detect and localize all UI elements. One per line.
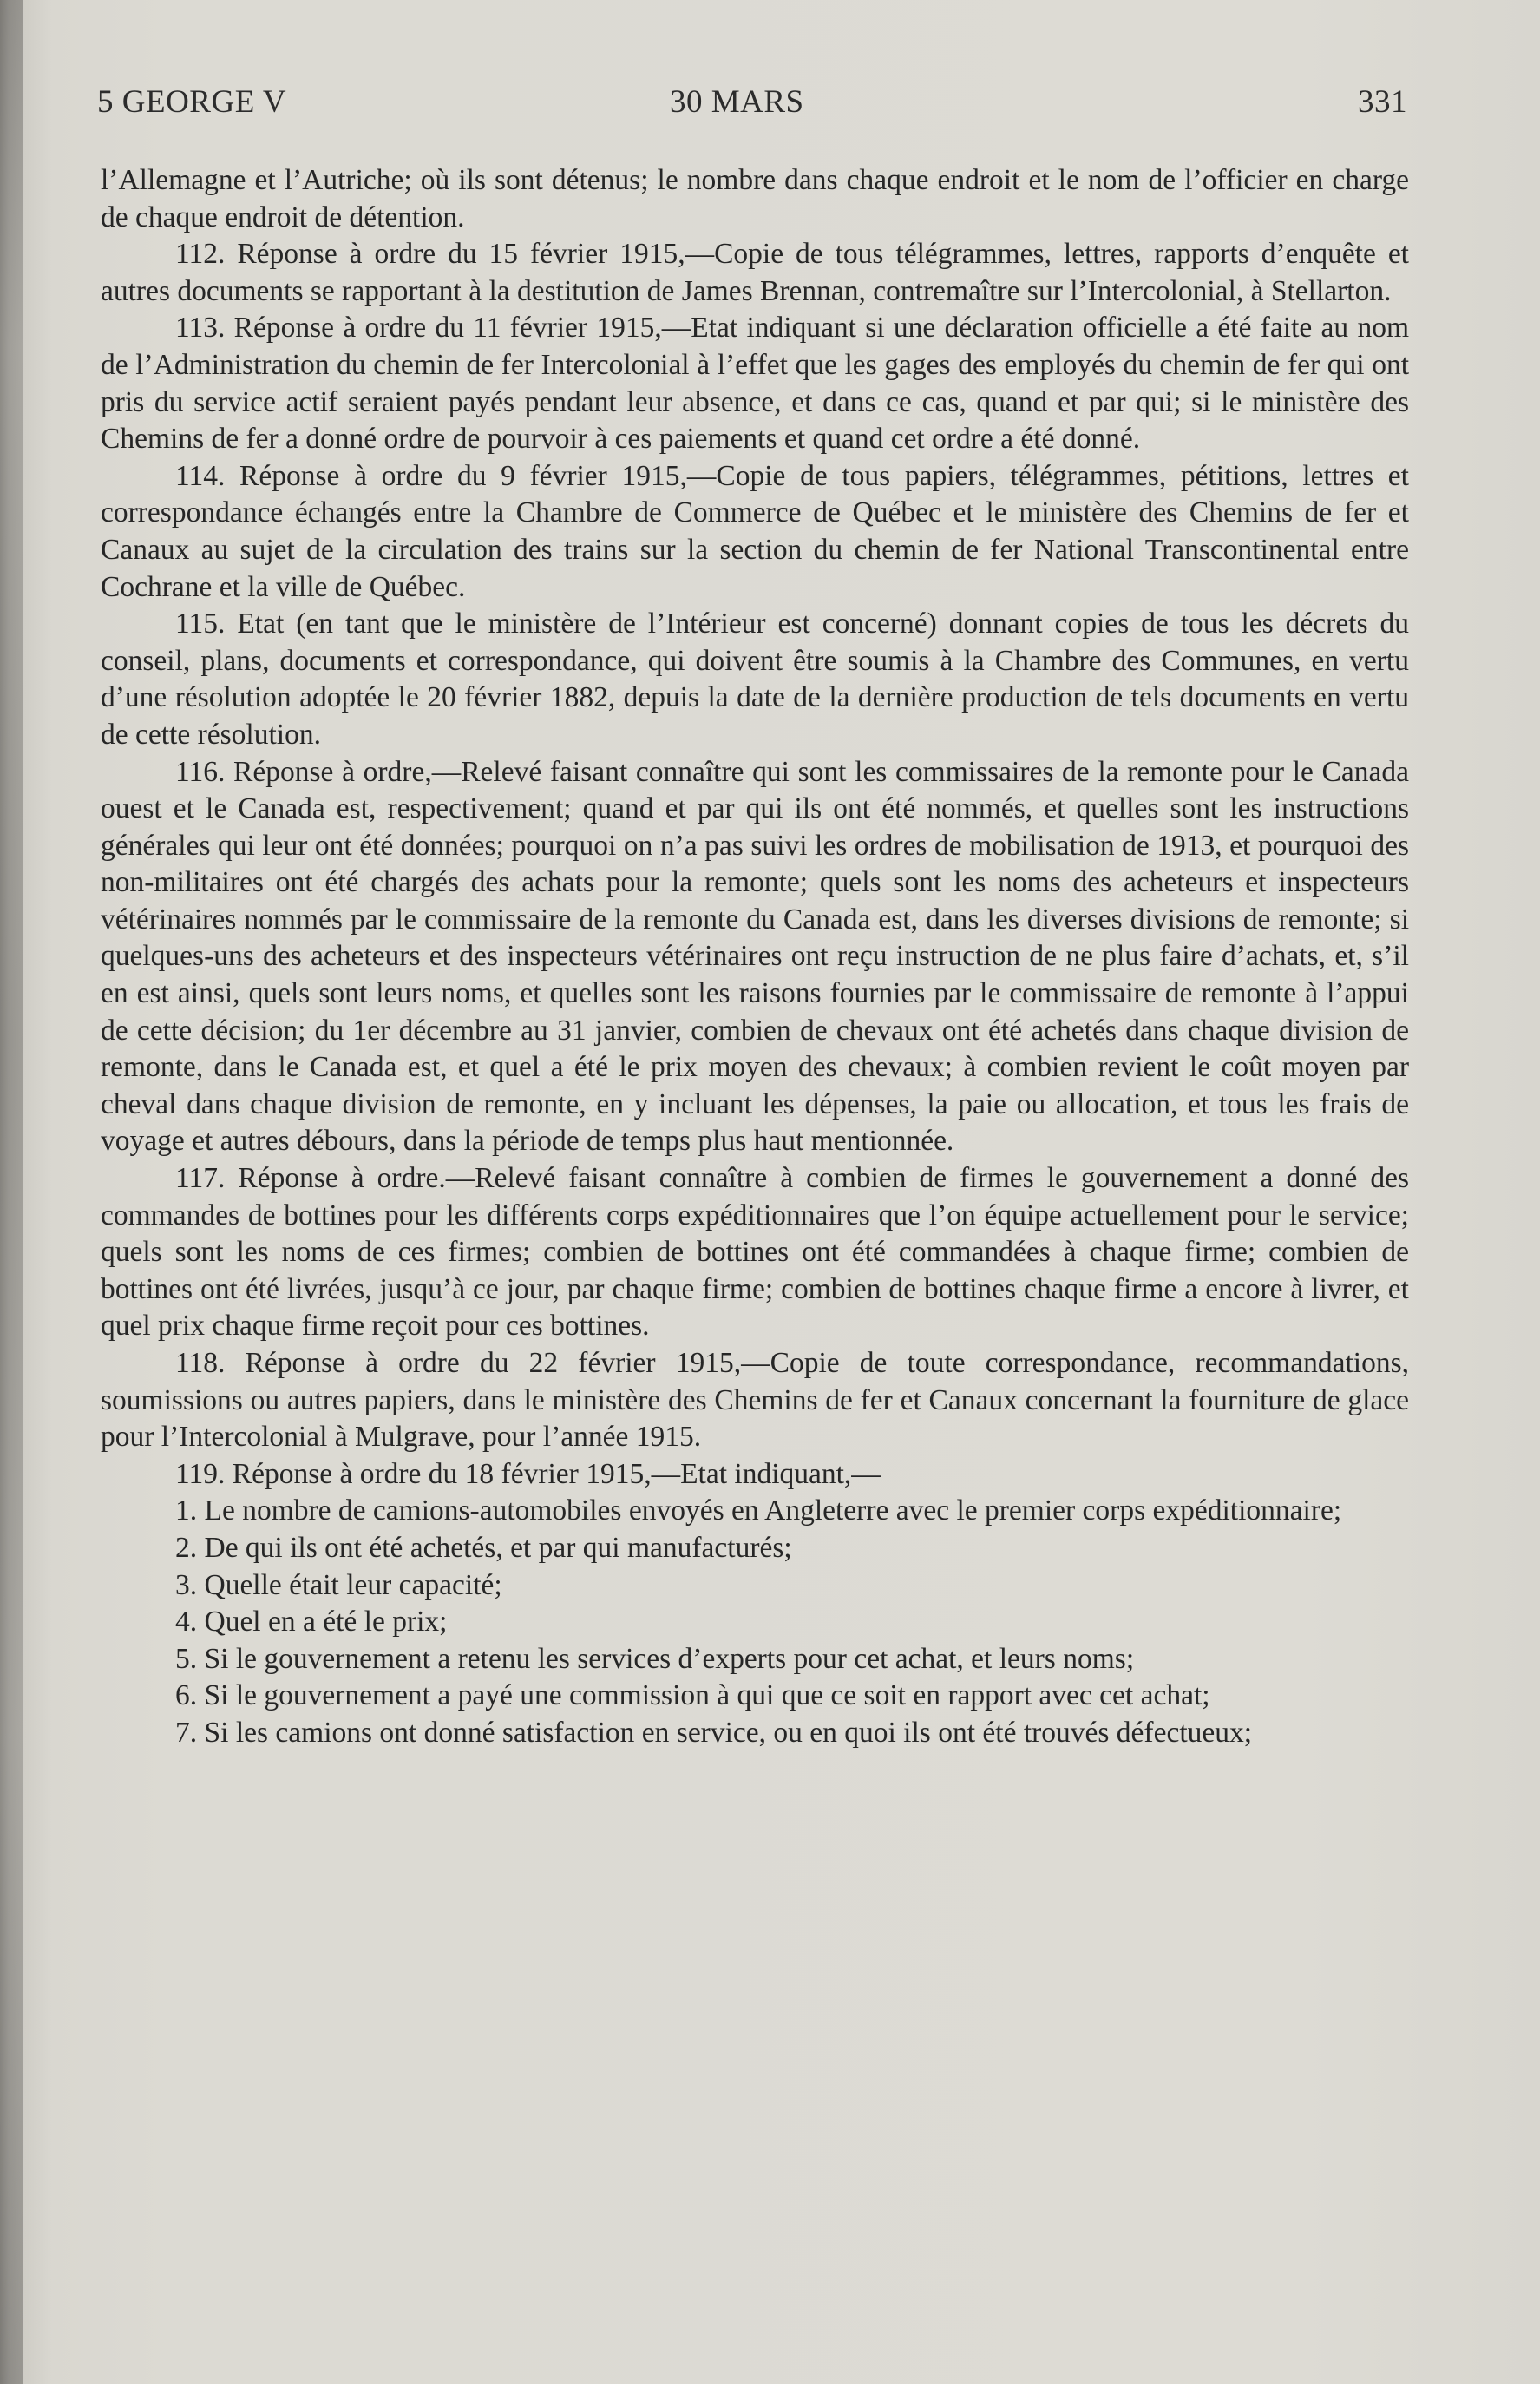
list-item-5: 5. Si le gouvernement a retenu les services d’experts pour cet achat, et leurs noms; [175, 1642, 1135, 1675]
list-item-2: 2. De qui ils ont été achetés, et par qui manufacturés; [175, 1531, 792, 1564]
paragraph-continuation: l’Allemagne et l’Autriche; où ils sont détenus; le nombre dans chaque endroit et le nom de l’officier en charge de chaque endroit de détention. [101, 164, 1409, 233]
paragraph-117: 117. Réponse à ordre.—Relevé faisant connaître à combien de firmes le gouvernement a donné des commandes de bottines pour les différents corps expéditionnaires que l’on équipe actuellement pour le service; quels sont les noms de ces firmes; combien de bottines ont été commandées à chaque firme; combien de bottines ont été livrées, jusqu’à ce jour, par chaque firme; combien de bottines chaque firme a encore à livrer, et quel prix chaque firme reçoit pour ces bottines. [101, 1162, 1409, 1343]
paragraph-115: 115. Etat (en tant que le ministère de l’Intérieur est concerné) donnant copies de tous les décrets du conseil, plans, documents et correspondance, qui doivent être soumis à la Chambre des Communes, en vertu d’une résolution adoptée le 20 février 1882, depuis la date de la dernière production de tels documents en vertu de cette résolution. [101, 607, 1409, 751]
header-date: 30 MARS [670, 84, 804, 120]
header-regnal-year: 5 GEORGE V [97, 84, 287, 120]
paragraph-113: 113. Réponse à ordre du 11 février 1915,—Etat indiquant si une déclaration officielle a été faite au nom de l’Administration du chemin de fer Intercolonial à l’effet que les gages des employés du chemin de fer qui ont pris du service actif seraient payés pendant leur absence, et dans ce cas, quand et par qui; si le ministère des Chemins de fer a donné ordre de pourvoir à ces paiements et quand cet ordre a été donné. [101, 312, 1409, 456]
paragraph-114: 114. Réponse à ordre du 9 février 1915,—Copie de tous papiers, télégrammes, pétitions, lettres et correspondance échangés entre la Chambre de Commerce de Québec et le ministère des Chemins de fer et Canaux au sujet de la circulation des trains sur la section du chemin de fer National Transcontinental entre Cochrane et la ville de Québec. [101, 459, 1409, 603]
running-head [97, 83, 1407, 127]
paragraph-118: 118. Réponse à ordre du 22 février 1915,—Copie de toute correspondance, recommandations, soumissions ou autres papiers, dans le ministère des Chemins de fer et Canaux concernant la fourniture de glace pour l’Intercolonial à Mulgrave, pour l’année 1915. [101, 1347, 1409, 1454]
list-item-4: 4. Quel en a été le prix; [175, 1606, 448, 1639]
paragraph-119: 119. Réponse à ordre du 18 février 1915,—Etat indiquant,— [175, 1457, 881, 1490]
list-item-1: 1. Le nombre de camions-automobiles envoyés en Angleterre avec le premier corps expéditionnaire; [175, 1494, 1342, 1527]
paragraph-112: 112. Réponse à ordre du 15 février 1915,—Copie de tous télégrammes, lettres, rapports d’enquête et autres documents se rapportant à la destitution de James Brennan, contremaître sur l’Intercolonial, à Stellarton. [101, 238, 1409, 307]
paragraph-116: 116. Réponse à ordre,—Relevé faisant connaître qui sont les commissaires de la remonte pour le Canada ouest et le Canada est, respectivement; quand et par qui ils ont été nommés, et quelles sont les instructions générales qui leur ont été données; pourquoi on n’a pas suivi les ordres de mobilisation de 1913, et pourquoi des non-militaires ont été chargés des achats pour la remonte; quels sont les noms des acheteurs et inspecteurs vétérinaires nommés par le commissaire de la remonte du Canada est, dans les diverses divisions de remonte; si quelques-uns des acheteurs et des inspecteurs vétérinaires ont reçu instruction de ne plus faire d’achats, et, s’il en est ainsi, quels sont leurs noms, et quelles sont les raisons fournies par le commissaire de remonte à l’appui de cette décision; du 1er décembre au 31 janvier, combien de chevaux ont été achetés dans chaque division de remonte, dans le Canada est, et quel a été le prix moyen des chevaux; à combien revient le coût moyen par cheval dans chaque division de remonte, en y incluant les dépenses, la paie ou allocation, et tous les frais de voyage et autres débours, dans la période de temps plus haut mentionnée. [101, 755, 1409, 1158]
binding-shadow [0, 0, 23, 2384]
list-item-7: 7. Si les camions ont donné satisfaction en service, ou en quoi ils ont été trouvés défectueux; [175, 1716, 1253, 1749]
body-text [101, 162, 1409, 1752]
page-number: 331 [1358, 84, 1407, 120]
list-item-3: 3. Quelle était leur capacité; [175, 1568, 502, 1601]
list-item-6: 6. Si le gouvernement a payé une commission à qui que ce soit en rapport avec cet achat; [175, 1679, 1210, 1712]
